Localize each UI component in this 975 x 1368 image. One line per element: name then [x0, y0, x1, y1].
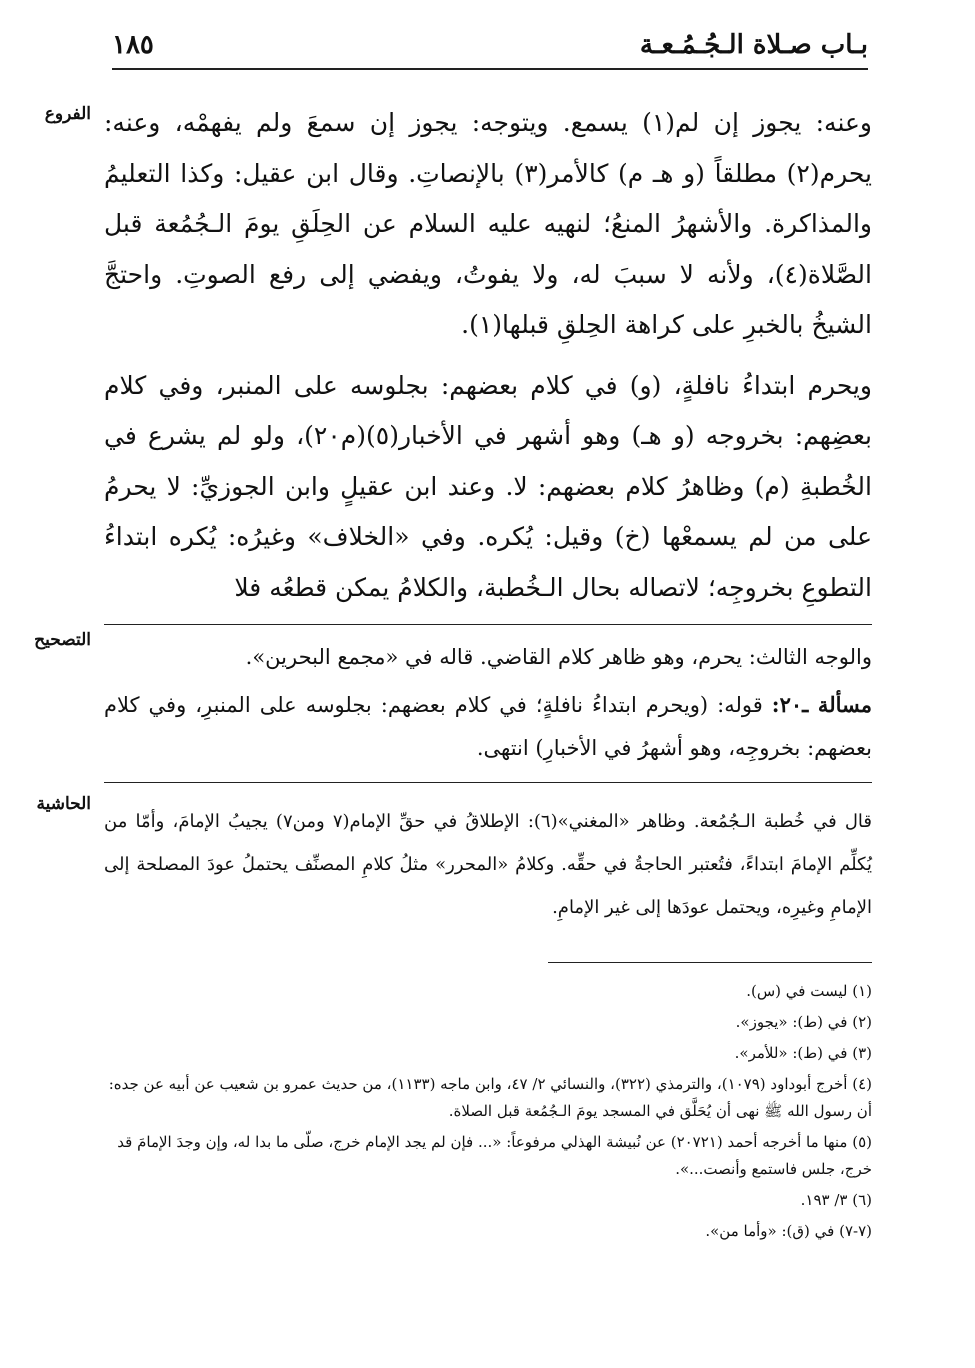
main-paragraph-2: ويحرم ابتداءُ نافلةٍ، (و) في كلام بعضهم: بجلوسه على المنبر، وفي كلام بعضِهم: بخروجه (و هـ) وهو أشهر في الأخبار(٥)(م٢٠)، ولو لم يشرع في الخُطبةِ (م) وظاهرُ كلام بعضهم: لا. وعند ابن عقيلٍ وابن الجوزيِّ: لا يحرمُ على من لم يسمعْها (خ) وقيل: يُكره. وفي «الخلاف» وغيرُه: يُكره ابتداءُ التطوعِ بخروجِه؛ لاتصاله بحال الـخُطبة، والكلامُ يمكن قطعُه فلا: [104, 370, 872, 602]
footnote: (١) ليست في (س).: [746, 982, 872, 1000]
main-text-section: [104, 98, 872, 623]
page-number: ١٨٥: [112, 30, 154, 60]
tashih-line-1: والوجه الثالث: يحرم، وهو ظاهر كلام القاضي. قاله في «مجمع البحرين».: [245, 645, 872, 669]
section-divider: [104, 624, 872, 625]
masala-label: مسألة ـ٢٠:: [771, 692, 872, 717]
page-header: [112, 28, 868, 70]
footnotes-list: [104, 978, 872, 1249]
section-label-tashih: التصحيح: [34, 630, 91, 650]
footnote: (٢) في (ط): «يجوز».: [735, 1013, 872, 1031]
footnote: (٦) ٣/ ١٩٣.: [800, 1191, 872, 1209]
chapter-title: بـاب صـلاة الـجُـمُـعـة: [639, 30, 868, 60]
footnote: (٤) أخرج أبوداود (١٠٧٩)، والترمذي (٣٢٢)، والنسائي ٢/ ٤٧، وابن ماجه (١١٣٣)، من حديث عمرو بن شعيب عن أبيه عن جده: أن رسول الله ﷺ نهى أن يُحَلَّق في المسجد يومَ الـجُمُعة قبل الصلاة.: [108, 1075, 872, 1120]
footnote: (٣) في (ط): «للأمر».: [734, 1044, 872, 1062]
hashiya-section: [104, 800, 872, 929]
section-label-hashiya: الحاشية: [36, 794, 91, 814]
section-divider: [104, 782, 872, 783]
hashiya-text: قال في خُطبة الـجُمُعة. وظاهر «المغني»(٦): الإطلاقُ في حقِّ الإمام(٧ ومن٧) يجيبُ الإمامَ، وأمّا من يُكلِّم الإمامَ ابتداءً، فتُعتبر الحاجةُ في حقِّه. وكلامُ «المحرر» مثلُ كلامِ المصنِّف يحتملُ عودَ المصلحة إلى الإمامِ وغيرِه، ويحتمل عودَها إلى غير الإمامِ.: [104, 811, 873, 918]
main-paragraph-1: وعنه: يجوز إن لم(١) يسمع. ويتوجه: يجوز إن سمعَ ولم يفهمْه، وعنه: يحرم(٢) مطلقاً (و هـ م) كالأمر(٣) بالإنصاتِ. وقال ابن عقيل: وكذا التعليمُ والمذاكرة. والأشهرُ المنعُ؛ لنهيه عليه السلام عن الحِلَقِ يومَ الـجُمُعة قبل الصَّلاة(٤)، ولأنه لا سببَ له، ولا يفوتُ، ويفضي إلى رفع الصوتِ. واحتجَّ الشيخُ بالخبرِ على كراهة الحِلقِ قبلها(١).: [104, 108, 872, 339]
footnote-divider: [548, 962, 872, 963]
footnote: (٧-٧) في (ق): «وأما من».: [705, 1222, 872, 1240]
tashih-masala: [104, 683, 872, 770]
tashih-section: [104, 636, 872, 774]
masala-text: قوله: (ويحرم ابتداءُ نافلةٍ؛ في كلام بعضهم: بجلوسه على المنبرِ، وفي كلام بعضهم: بخروجِه، وهو أشهرُ في الأخبارِ) انتهى.: [104, 693, 872, 760]
footnote: (٥) منها ما أخرجه أحمد (٢٠٧٢١) عن نُبيشة الهذلي مرفوعاً: «... فإن لم يجد الإمام خرج، صلّى ما بدا له، وإن وجدَ الإمامَ قد خرج، جلس فاستمع وأنصت...».: [117, 1133, 872, 1178]
section-label-furu: الفروع: [44, 104, 91, 124]
